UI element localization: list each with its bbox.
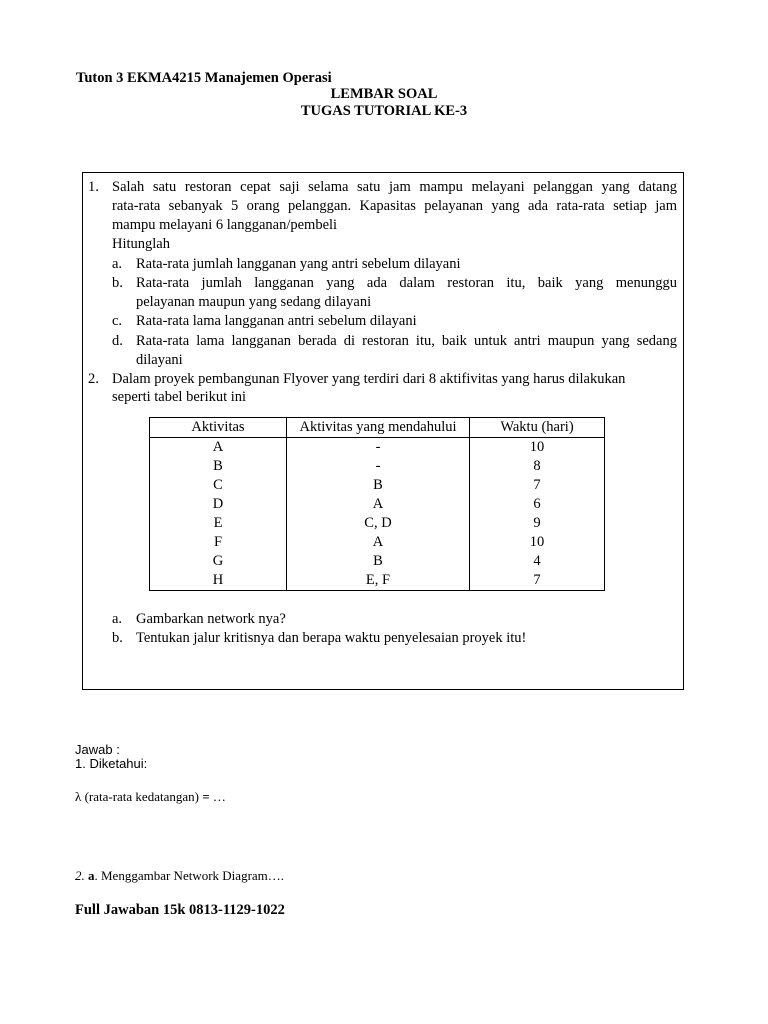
table-cell: 7 xyxy=(533,477,541,493)
column-header: Aktivitas xyxy=(150,418,287,438)
column-header: Aktivitas yang mendahului xyxy=(287,418,470,438)
table-cell: C xyxy=(150,476,287,495)
question-1-instruction: Hitunglah xyxy=(112,236,170,252)
lambda-ellipsis: … xyxy=(209,789,226,804)
table-cell: 4 xyxy=(533,553,541,569)
table-row xyxy=(150,533,605,552)
table-cell: - xyxy=(287,438,470,458)
table-row xyxy=(150,514,605,533)
table-cell: A xyxy=(287,495,470,514)
q1-item-text: Rata-rata jumlah langganan yang antri sebelum dilayani xyxy=(136,256,461,272)
answer-label: Jawab : xyxy=(75,742,120,757)
table-cell: B xyxy=(287,476,470,495)
q1-item-text: Rata-rata lama langganan antri sebelum dilayani xyxy=(136,313,417,329)
lambda-symbol: λ xyxy=(75,789,82,804)
table-cell: D xyxy=(150,495,287,514)
q1-item-letter: a. xyxy=(112,256,123,272)
q2-item-text: Tentukan jalur kritisnya dan berapa waktu penyelesaian proyek itu! xyxy=(136,630,527,646)
q1-item-letter: c. xyxy=(112,313,123,329)
table-cell: A xyxy=(287,533,470,552)
q2-item-text: Gambarkan network nya? xyxy=(136,611,286,627)
question-1-line3: mampu melayani 6 langganan/pembeli xyxy=(112,217,338,233)
lambda-line xyxy=(75,789,226,805)
course-title: Tuton 3 EKMA4215 Manajemen Operasi xyxy=(76,70,332,86)
q1-item-letter: b. xyxy=(112,275,123,291)
full-answer-note: Full Jawaban 15k 0813-1129-1022 xyxy=(75,902,285,918)
sheet-subtitle: TUGAS TUTORIAL KE-3 xyxy=(300,103,468,119)
table-cell: 10 xyxy=(529,439,545,455)
network-text: . Menggambar Network Diagram…. xyxy=(94,868,285,883)
network-number: 2. xyxy=(75,868,85,883)
table-cell: F xyxy=(150,533,287,552)
question-1-line2: rata-rata sebanyak 5 orang pelanggan. Kapasitas pelayanan yang ada rata-rata setiap jam xyxy=(112,198,677,214)
question-1-number: 1. xyxy=(88,179,99,195)
table-row xyxy=(150,552,605,571)
table-cell: - xyxy=(287,457,470,476)
table-cell: G xyxy=(150,552,287,571)
question-box xyxy=(82,172,684,690)
table-row xyxy=(150,476,605,495)
table-cell: E, F xyxy=(287,571,470,591)
table-cell: 8 xyxy=(533,458,541,474)
table-row xyxy=(150,438,605,458)
q1-item-text: Rata-rata jumlah langganan yang ada dalam restoran itu, baik yang menunggu xyxy=(136,275,677,291)
table-cell: B xyxy=(287,552,470,571)
table-cell: E xyxy=(150,514,287,533)
table-cell: C, D xyxy=(287,514,470,533)
q1-item-text-cont: dilayani xyxy=(136,352,183,368)
table-cell: 6 xyxy=(533,496,541,512)
q2-item-letter: b. xyxy=(112,630,123,646)
answer-known: 1. Diketahui: xyxy=(75,756,148,771)
sheet-title: LEMBAR SOAL xyxy=(330,86,438,102)
table-cell: 10 xyxy=(529,534,545,550)
question-2-number: 2. xyxy=(88,371,99,387)
lambda-text: (rata-rata kedatangan) xyxy=(81,789,203,804)
table-cell: A xyxy=(150,438,287,458)
q1-item-text-cont: pelayanan maupun yang sedang dilayani xyxy=(136,294,372,310)
table-row xyxy=(150,495,605,514)
network-line xyxy=(75,868,284,884)
lambda-equals: = xyxy=(202,789,210,804)
table-cell: H xyxy=(150,571,287,591)
activity-table xyxy=(149,417,605,591)
table-row xyxy=(150,457,605,476)
table-cell: B xyxy=(150,457,287,476)
question-1-line1: Salah satu restoran cepat saji selama satu jam mampu melayani pelanggan yang datang xyxy=(112,179,677,195)
table-cell: 9 xyxy=(533,515,541,531)
q1-item-letter: d. xyxy=(112,333,123,349)
table-header-row xyxy=(150,418,605,438)
network-letter: a xyxy=(88,868,95,883)
question-2-line2: seperti tabel berikut ini xyxy=(112,389,247,405)
table-row xyxy=(150,571,605,591)
column-header: Waktu (hari) xyxy=(470,418,605,438)
question-2-line1: Dalam proyek pembangunan Flyover yang terdiri dari 8 aktifivitas yang harus dilakukan xyxy=(112,371,626,387)
q1-item-text: Rata-rata lama langganan berada di restoran itu, baik untuk antri maupun yang sedang xyxy=(136,333,677,349)
table-cell: 7 xyxy=(533,572,541,588)
q2-item-letter: a. xyxy=(112,611,123,627)
